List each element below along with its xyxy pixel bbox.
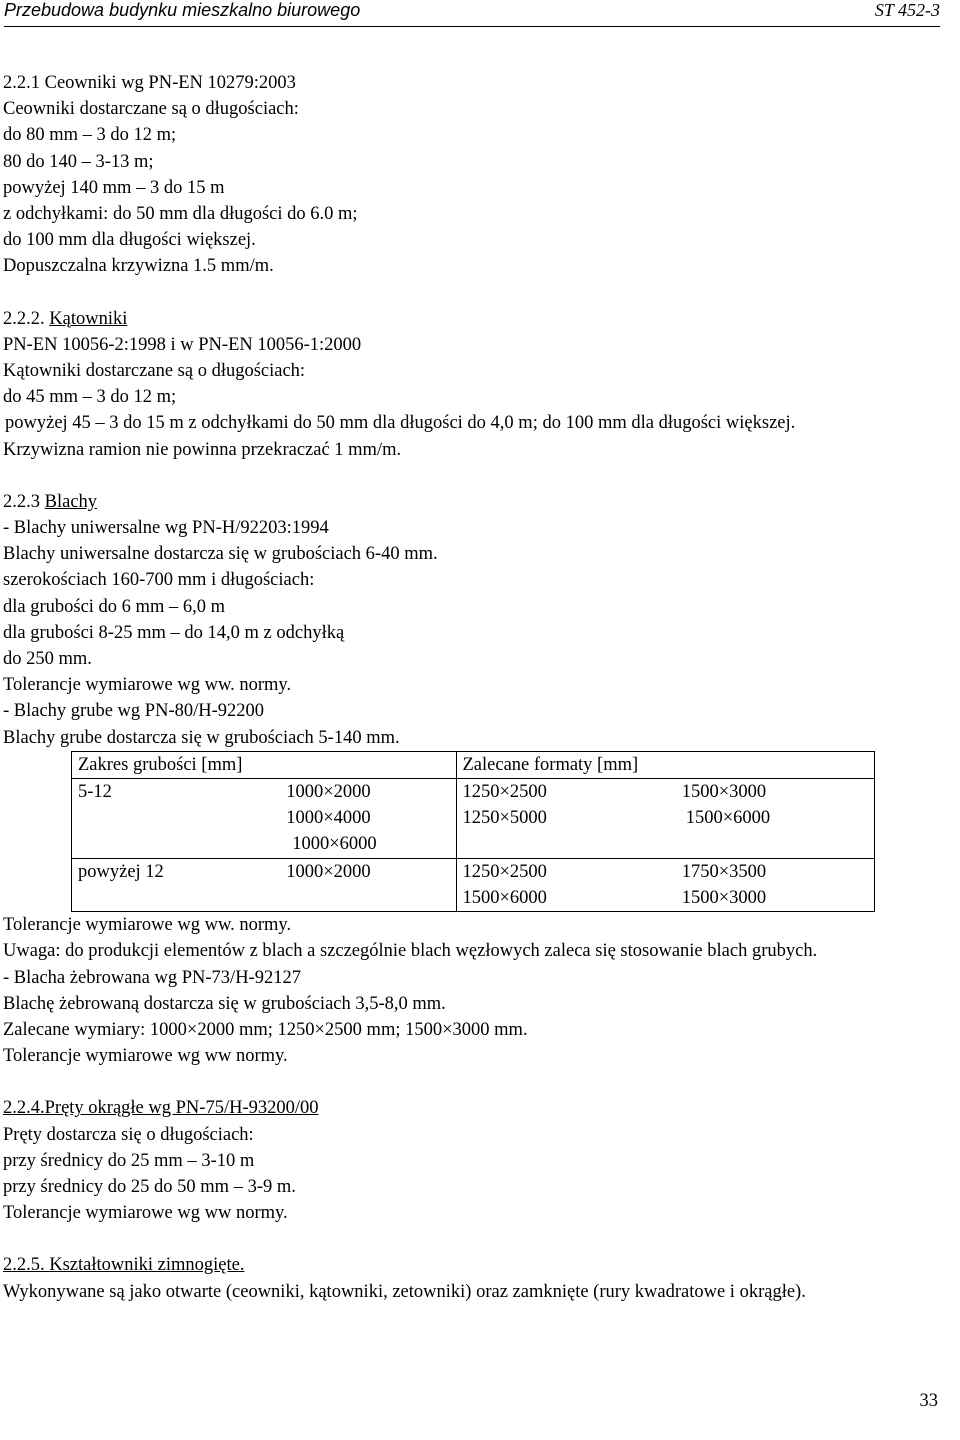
text-line: przy średnicy do 25 do 50 mm – 3-9 m. xyxy=(3,1176,296,1197)
section-2-2-2 xyxy=(3,306,958,463)
section-2-2-1 xyxy=(3,70,958,280)
sheet-formats-table xyxy=(71,751,875,912)
format-value: 1500×3000 xyxy=(681,782,767,803)
text-line: Tolerancje wymiarowe wg ww normy. xyxy=(3,1203,288,1224)
table-header-cell: Zalecane formaty [mm] xyxy=(456,751,875,778)
table-row xyxy=(72,779,875,859)
page-header xyxy=(4,0,940,27)
format-value: 1250×2500 xyxy=(462,861,547,882)
table-header-cell: Zakres grubości [mm] xyxy=(72,751,457,778)
format-value: 1250×2500 xyxy=(462,782,547,803)
table-header-row xyxy=(72,751,875,778)
section-heading: 2.2.1 Ceowniki wg PN-EN 10279:2003 xyxy=(3,73,296,93)
heading-number: 2.2.3 xyxy=(3,491,45,512)
heading-number: 2.2.2. xyxy=(3,308,50,329)
table-row xyxy=(72,858,875,911)
text-paragraph: Wykonywane są jako otwarte (ceowniki, kątowniki, zetowniki) oraz zamknięte (rury kwadratowe i okrągłe). xyxy=(3,1281,806,1302)
table-cell xyxy=(276,858,456,911)
heading-title: Kątowniki xyxy=(49,308,128,329)
format-value: 1000×2000 xyxy=(286,782,371,803)
note-paragraph: Uwaga: do produkcji elementów z blach a szczególnie blach węzłowych zaleca się stosowanie blach grubych. xyxy=(3,941,818,962)
text-line: 80 do 140 – 3-13 m; xyxy=(3,151,154,172)
format-value: 1000×4000 xyxy=(286,808,371,829)
text-line: Zalecane wymiary: 1000×2000 mm; 1250×2500 mm; 1500×3000 mm. xyxy=(3,1019,528,1040)
text-line: dla grubości do 6 mm – 6,0 m xyxy=(3,596,225,617)
text-line: Pręty dostarcza się o długościach: xyxy=(3,1124,254,1145)
text-paragraph: powyżej 45 – 3 do 15 m z odchyłkami do 50 mm dla długości do 4,0 m; do 100 mm dla długości większej. xyxy=(5,413,796,434)
text-line: Krzywizna ramion nie powinna przekraczać 1 mm/m. xyxy=(3,439,402,460)
format-value: 1500×6000 xyxy=(462,887,547,908)
text-line: - Blachy grube wg PN-80/H-92200 xyxy=(3,701,265,722)
section-heading xyxy=(3,489,958,515)
text-line: Tolerancje wymiarowe wg ww. normy. xyxy=(3,675,292,696)
text-line: Blachy grube dostarcza się w grubościach 5-140 mm. xyxy=(3,727,400,748)
format-value: 1500×3000 xyxy=(681,887,767,908)
text-line: do 45 mm – 3 do 12 m; xyxy=(3,387,177,408)
text-line: przy średnicy do 25 mm – 3-10 m xyxy=(3,1150,255,1171)
text-line: z odchyłkami: do 50 mm dla długości do 6.0 m; xyxy=(3,204,358,225)
format-value: 1000×2000 xyxy=(286,861,371,882)
section-heading: 2.2.4.Pręty okrągłe wg PN-75/H-93200/00 xyxy=(3,1098,319,1119)
page-number: 33 xyxy=(919,1391,938,1411)
section-2-2-3 xyxy=(3,489,958,1069)
table-cell xyxy=(676,779,875,859)
document-body xyxy=(3,70,958,1305)
table-cell: 5-12 xyxy=(72,779,277,859)
text-line: szerokościach 160-700 mm i długościach: xyxy=(3,570,315,591)
header-title: Przebudowa budynku mieszkalno biurowego xyxy=(4,0,361,20)
table-cell xyxy=(276,779,456,859)
header-code: ST 452-3 xyxy=(874,0,940,20)
section-2-2-4 xyxy=(3,1095,958,1226)
format-value: 1250×5000 xyxy=(462,808,547,829)
heading-title: Blachy xyxy=(44,491,98,512)
text-line: Tolerancje wymiarowe wg ww normy. xyxy=(3,1046,288,1067)
section-2-2-5 xyxy=(3,1252,958,1304)
format-value: 1750×3500 xyxy=(681,861,767,882)
table-cell xyxy=(456,779,676,859)
format-value: 1500×6000 xyxy=(685,808,771,829)
text-line: do 80 mm – 3 do 12 m; xyxy=(3,125,177,146)
format-value: 1000×6000 xyxy=(292,834,377,855)
text-line: powyżej 140 mm – 3 do 15 m xyxy=(3,177,225,198)
text-line: Tolerancje wymiarowe wg ww. normy. xyxy=(3,915,292,936)
section-heading: 2.2.5. Kształtowniki zimnogięte. xyxy=(3,1255,245,1276)
text-line: Dopuszczalna krzywizna 1.5 mm/m. xyxy=(3,256,274,277)
text-line: - Blachy uniwersalne wg PN-H/92203:1994 xyxy=(3,518,329,539)
text-line: dla grubości 8-25 mm – do 14,0 m z odchyłką xyxy=(3,622,345,643)
text-line: do 100 mm dla długości większej. xyxy=(3,230,256,251)
text-line: do 250 mm. xyxy=(3,649,92,670)
text-line: - Blacha żebrowana wg PN-73/H-92127 xyxy=(3,967,301,988)
section-heading xyxy=(3,306,958,332)
text-line: Blachę żebrowaną dostarcza się w grubościach 3,5-8,0 mm. xyxy=(3,993,446,1014)
table-cell xyxy=(676,858,875,911)
table-cell: powyżej 12 xyxy=(72,858,277,911)
text-line: Ceowniki dostarczane są o długościach: xyxy=(3,99,299,120)
table-cell xyxy=(456,858,676,911)
text-line: Blachy uniwersalne dostarcza się w grubościach 6-40 mm. xyxy=(3,544,438,565)
text-line: Kątowniki dostarczane są o długościach: xyxy=(3,361,306,382)
text-line: PN-EN 10056-2:1998 i w PN-EN 10056-1:2000 xyxy=(3,334,362,355)
